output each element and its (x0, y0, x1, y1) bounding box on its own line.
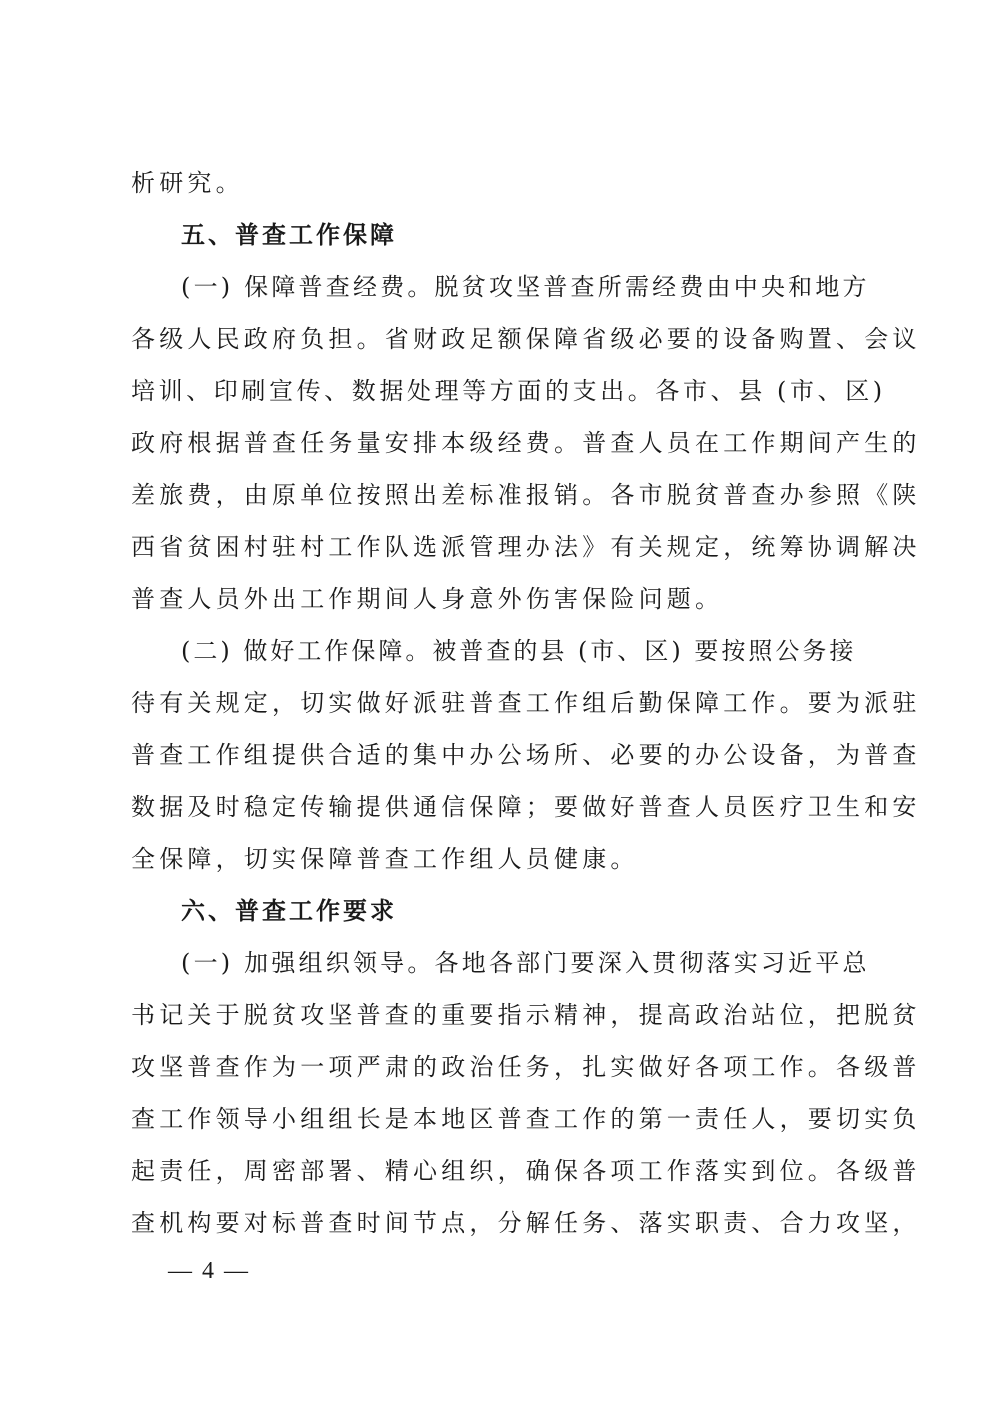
paragraph-1-line: 政府根据普查任务量安排本级经费。普查人员在工作期间产生的 (131, 429, 921, 457)
section-heading-5: 五、普查工作保障 (181, 221, 397, 249)
paragraph-3-line: 书记关于脱贫攻坚普查的重要指示精神，提高政治站位，把脱贫 (131, 1001, 921, 1029)
paragraph-2-line: 全保障，切实保障普查工作组人员健康。 (131, 845, 639, 873)
paragraph-3-line: (一) 加强组织领导。各地各部门要深入贯彻落实习近平总 (181, 949, 870, 977)
paragraph-3-line: 起责任，周密部署、精心组织，确保各项工作落实到位。各级普 (131, 1157, 921, 1185)
paragraph-1-line: 西省贫困村驻村工作队选派管理办法》有关规定，统筹协调解决 (131, 533, 921, 561)
paragraph-1-line: 普查人员外出工作期间人身意外伤害保险问题。 (131, 585, 724, 613)
paragraph-2-line: 普查工作组提供合适的集中办公场所、必要的办公设备，为普查 (131, 741, 921, 769)
paragraph-1-line: (一) 保障普查经费。脱贫攻坚普查所需经费由中央和地方 (181, 273, 870, 301)
paragraph-2-line: (二) 做好工作保障。被普查的县 (市、区) 要按照公务接 (181, 637, 857, 665)
paragraph-1-line: 培训、印刷宣传、数据处理等方面的支出。各市、县 (市、区) (131, 377, 886, 405)
page-number: — 4 — (168, 1258, 250, 1284)
paragraph-3-line: 查机构要对标普查时间节点，分解任务、落实职责、合力攻坚， (131, 1209, 921, 1237)
paragraph-3-line: 查工作领导小组组长是本地区普查工作的第一责任人，要切实负 (131, 1105, 921, 1133)
text-line: 析研究。 (131, 169, 244, 197)
paragraph-2-line: 数据及时稳定传输提供通信保障；要做好普查人员医疗卫生和安 (131, 793, 921, 821)
paragraph-1-line: 差旅费，由原单位按照出差标准报销。各市脱贫普查办参照《陕 (131, 481, 921, 509)
section-heading-6: 六、普查工作要求 (181, 897, 397, 925)
paragraph-3-line: 攻坚普查作为一项严肃的政治任务，扎实做好各项工作。各级普 (131, 1053, 921, 1081)
paragraph-1-line: 各级人民政府负担。省财政足额保障省级必要的设备购置、会议 (131, 325, 921, 353)
paragraph-2-line: 待有关规定，切实做好派驻普查工作组后勤保障工作。要为派驻 (131, 689, 921, 717)
